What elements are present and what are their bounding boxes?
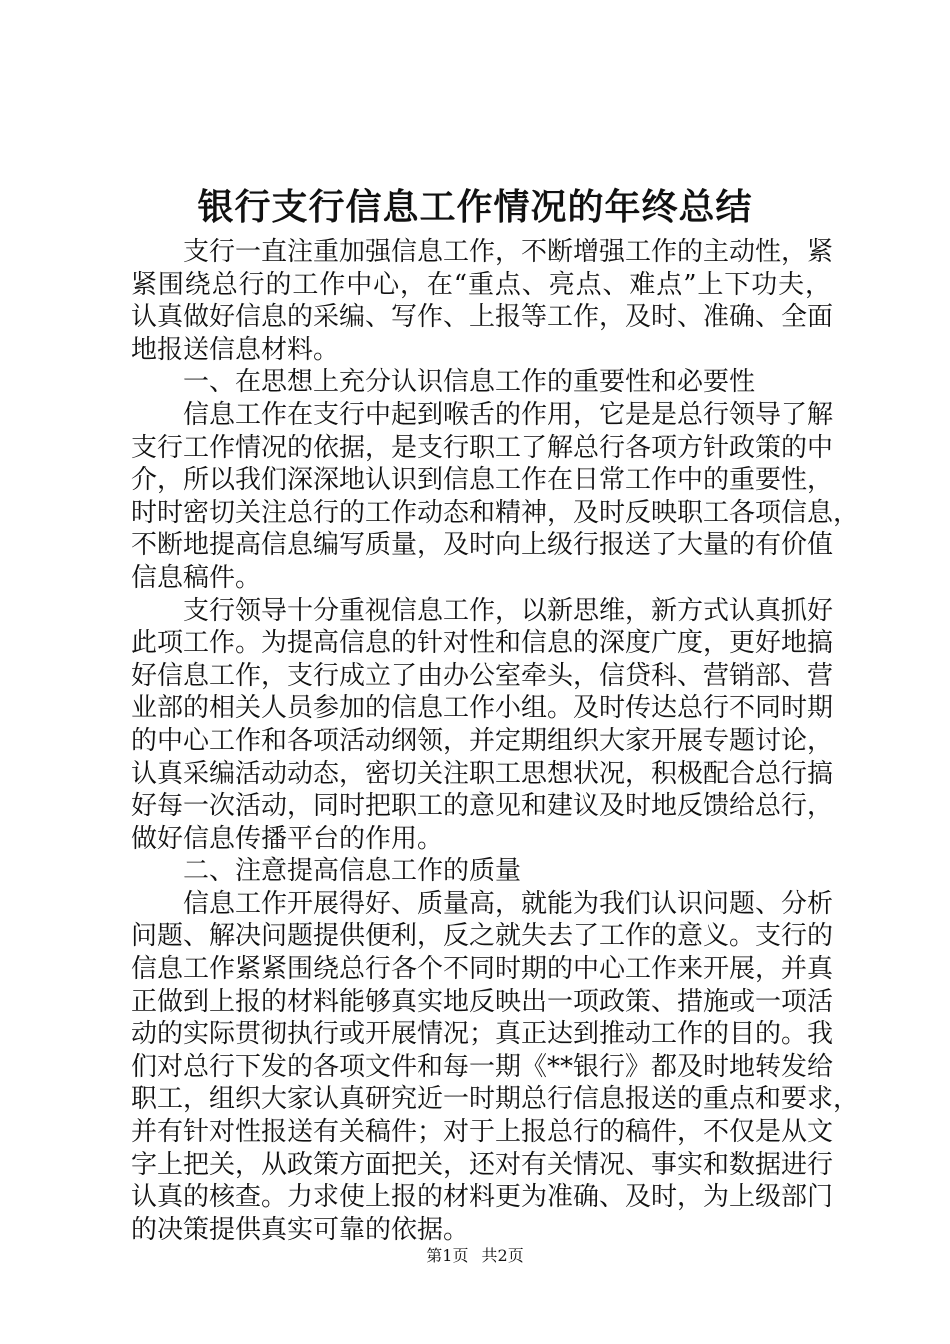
paragraph-line: 动的实际贯彻执行或开展情况；真正达到推动工作的目的。我	[131, 1019, 834, 1050]
document-body	[131, 236, 860, 1246]
paragraph-line: 信息工作在支行中起到喉舌的作用，它是是总行领导了解	[183, 399, 834, 430]
paragraph-line: 不断地提高信息编写质量，及时向上级行报送了大量的有价值	[131, 530, 834, 561]
paragraph-line: 支行领导十分重视信息工作，以新思维，新方式认真抓好	[183, 595, 834, 626]
paragraph-line: 们对总行下发的各项文件和每一期《**银行》都及时地转发给	[131, 1051, 834, 1082]
paragraph-line: 并有针对性报送有关稿件；对于上报总行的稿件，不仅是从文	[131, 1117, 834, 1148]
section-heading-1: 一、在思想上充分认识信息工作的重要性和必要性	[183, 367, 756, 398]
paragraph-line: 好信息工作，支行成立了由办公室牵头，信贷科、营销部、营	[131, 660, 834, 691]
paragraph-line: 好每一次活动，同时把职工的意见和建议及时地反馈给总行，	[131, 791, 834, 822]
document-title: 银行支行信息工作情况的年终总结	[197, 187, 753, 228]
paragraph-line: 职工，组织大家认真研究近一时期总行信息报送的重点和要求，	[131, 1084, 860, 1115]
paragraph-line: 时时密切关注总行的工作动态和精神，及时反映职工各项信息，	[131, 497, 860, 528]
paragraph-line: 问题、解决问题提供便利，反之就失去了工作的意义。支行的	[131, 921, 834, 952]
page-footer	[0, 1245, 950, 1267]
paragraph-line: 地报送信息材料。	[131, 334, 340, 365]
paragraph-line: 介，所以我们深深地认识到信息工作在日常工作中的重要性，	[131, 465, 834, 496]
paragraph-line: 业部的相关人员参加的信息工作小组。及时传达总行不同时期	[131, 693, 834, 724]
paragraph-line: 信息工作紧紧围绕总行各个不同时期的中心工作来开展，并真	[131, 954, 834, 985]
page-total: 共2页	[481, 1246, 524, 1265]
paragraph-line: 支行工作情况的依据，是支行职工了解总行各项方针政策的中	[131, 432, 834, 463]
paragraph-line: 支行一直注重加强信息工作，不断增强工作的主动性，紧	[183, 237, 834, 267]
paragraph-line: 紧围绕总行的工作中心，在“重点、亮点、难点”上下功夫，	[131, 269, 831, 300]
paragraph-line: 此项工作。为提高信息的针对性和信息的深度广度，更好地搞	[131, 628, 834, 659]
paragraph-line: 正做到上报的材料能够真实地反映出一项政策、措施或一项活	[131, 986, 834, 1017]
paragraph-line: 字上把关，从政策方面把关，还对有关情况、事实和数据进行	[131, 1149, 834, 1180]
paragraph-line: 认真的核查。力求使上报的材料更为准确、及时，为上级部门	[131, 1182, 834, 1213]
page-number: 第1页	[426, 1246, 469, 1265]
paragraph-line: 信息工作开展得好、质量高，就能为我们认识问题、分析	[183, 888, 834, 919]
paragraph-line: 认真采编活动动态，密切关注职工思想状况，积极配合总行搞	[131, 758, 834, 789]
paragraph-line: 信息稿件。	[131, 562, 262, 593]
paragraph-line: 认真做好信息的采编、写作、上报等工作，及时、准确、全面	[131, 302, 834, 333]
paragraph-line: 做好信息传播平台的作用。	[131, 823, 444, 854]
paragraph-line: 的决策提供真实可靠的依据。	[131, 1214, 470, 1245]
section-heading-2: 二、注意提高信息工作的质量	[183, 856, 522, 887]
paragraph-line: 的中心工作和各项活动纲领，并定期组织大家开展专题讨论，	[131, 725, 834, 756]
